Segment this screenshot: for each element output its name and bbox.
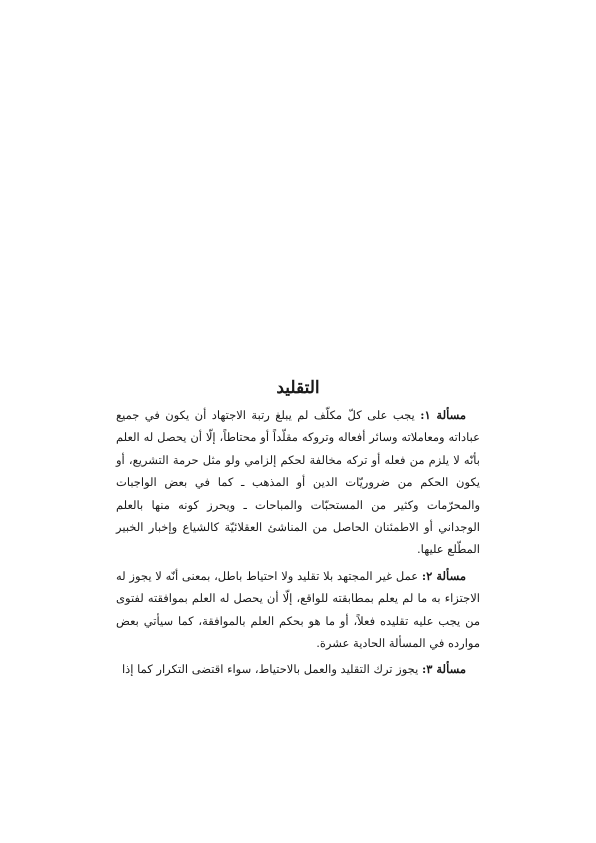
issue-label-3: مسألة ٣:: [421, 662, 466, 677]
chapter-title: التقليد: [276, 378, 320, 399]
issue-paragraph-1: [116, 404, 480, 561]
issue-label-1: مسألة ١:: [420, 408, 466, 422]
issue-text-1: يجب على كلّ مكلّف لم يبلغ رتبة الاجتهاد أن يكون في جميع عباداته ومعاملاته وسائر أفعاله وتروكه مقلّداً أو محتاطاً، إلّا أن يحصل له العلم بأنّه لا يلزم من فعله أو تركه مخالفة لحكم إلزامي ولو مثل حرمة التشريع، أو يكون الحكم من ضروريّات الدين أو المذهب ـ كما في بعض الواجبات والمحرّمات وكثير من المستحبّات والمباحات ـ ويحرز كونه منها بالعلم الوجداني أو الاطمئنان الحاصل من المناشئ العقلائيّة كالشياع وإخبار الخبير المطّلع عليها.: [116, 408, 480, 557]
issue-label-2: مسألة ٢:: [421, 568, 466, 583]
issue-paragraph-3: [116, 658, 480, 680]
issue-text-2: عمل غير المجتهد بلا تقليد ولا احتياط باطل، بمعنى أنّه لا يجوز له الاجتزاء به ما لم يعلم بمطابقته للواقع، إلّا أن يحصل له العلم بموافقته لفتوى من يجب عليه تقليده فعلاً، أو ما هو بحكم العلم بالموافقة، كما سيأتي بعض موارده في المسألة الحادية عشرة.: [116, 568, 480, 651]
issue-paragraph-2: [116, 565, 480, 655]
issue-text-3: يجوز ترك التقليد والعمل بالاحتياط، سواء اقتضى التكرار كما إذا: [121, 662, 422, 677]
body-text: [116, 404, 480, 685]
